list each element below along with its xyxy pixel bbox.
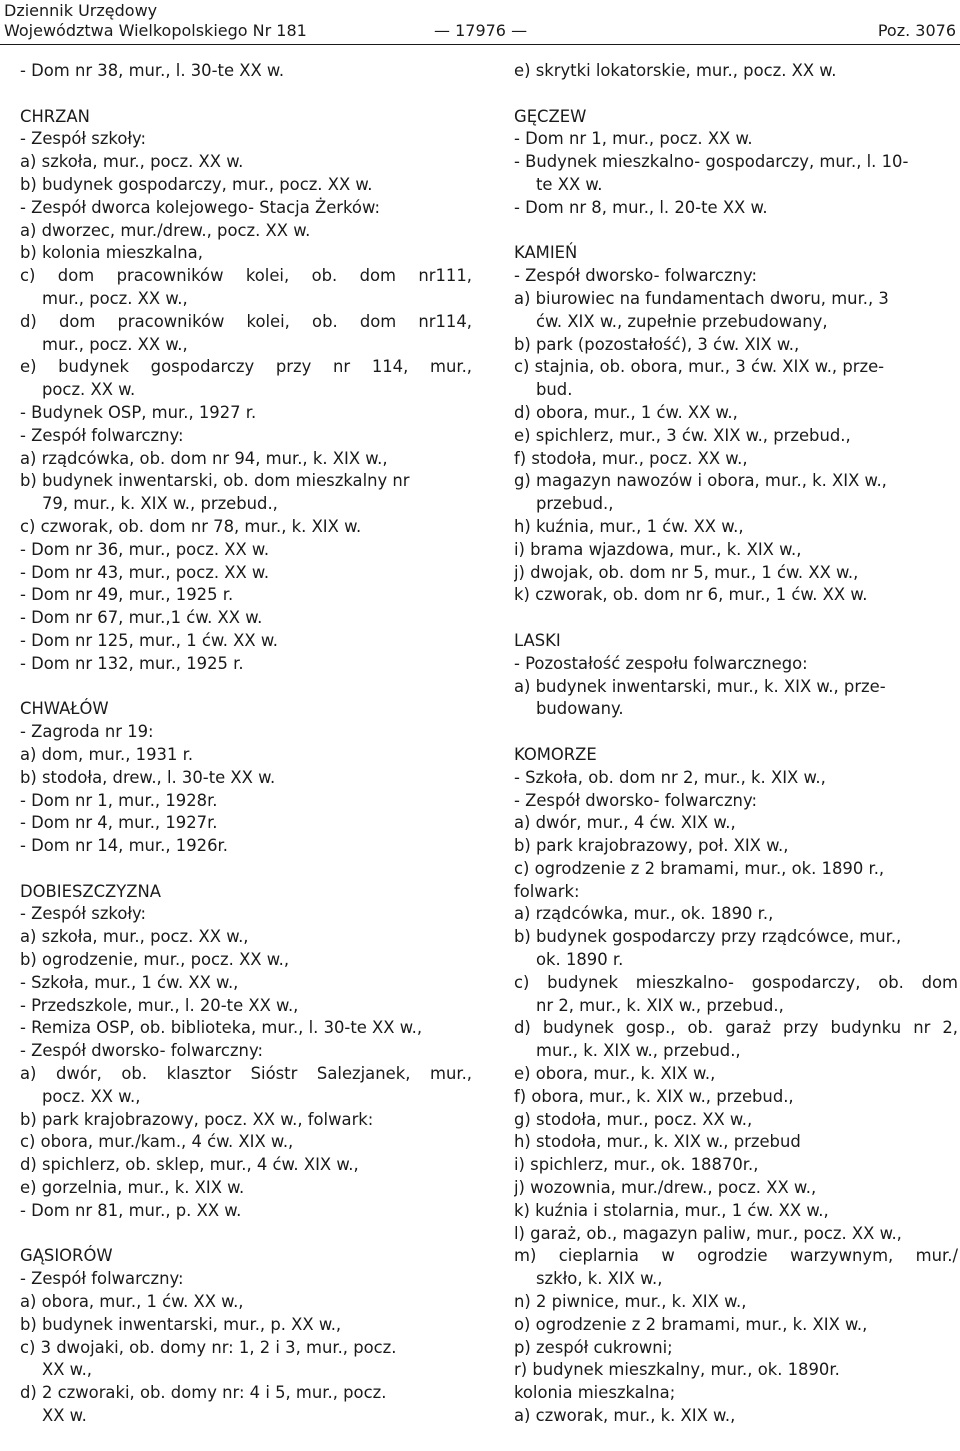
entry-line: b) budynek gospodarczy, mur., pocz. XX w.: [20, 174, 373, 194]
entry-line: d) obora, mur., 1 ćw. XX w.,: [514, 402, 738, 422]
entry-line: - Zespół szkoły:: [20, 904, 147, 924]
entry-line: - Dom nr 4, mur., 1927r.: [20, 813, 218, 833]
entry-line: e) obora, mur., k. XIX w.,: [514, 1064, 716, 1084]
entry-line: c) dom pracowników kolei, ob. dom nr111,: [20, 266, 472, 286]
entry-line: g) magazyn nawozów i obora, mur., k. XIX w.,: [514, 471, 887, 491]
entry-line: n) 2 piwnice, mur., k. XIX w.,: [514, 1292, 747, 1312]
entry-line: - Zespół szkoły:: [20, 129, 147, 149]
entry-line: b) park krajobrazowy, poł. XIX w.,: [514, 836, 789, 856]
locality-heading: DOBIESZCZYZNA: [20, 881, 161, 901]
entry-line: - Dom nr 38, mur., l. 30-te XX w.: [20, 61, 285, 80]
entry-line: - Dom nr 67, mur.,1 ćw. XX w.: [20, 608, 263, 628]
entry-line: o) ogrodzenie z 2 bramami, mur., k. XIX w.,: [514, 1314, 868, 1334]
entry-line: e) budynek gospodarczy przy nr 114, mur.,: [20, 357, 472, 377]
entry-line: - Dom nr 36, mur., pocz. XX w.: [20, 539, 270, 559]
entry-line: - Dom nr 14, mur., 1926r.: [20, 836, 228, 856]
entry-line: - Dom nr 1, mur., pocz. XX w.: [514, 129, 753, 149]
entry-line: - Zespół dworsko- folwarczny:: [20, 1041, 263, 1061]
entry-line: b) budynek inwentarski, mur., p. XX w.,: [20, 1314, 342, 1334]
entry-line: a) dwór, mur., 4 ćw. XIX w.,: [514, 813, 736, 833]
entry-line: kolonia mieszkalna;: [514, 1383, 676, 1403]
entry-line: f) stodoła, mur., pocz. XX w.,: [514, 448, 748, 468]
page-header: [0, 0, 960, 46]
entry-line: przebud.,: [536, 494, 614, 514]
entry-line: - Przedszkole, mur., l. 20-te XX w.,: [20, 995, 299, 1015]
locality-heading: CHRZAN: [20, 106, 90, 126]
entry-line: - Zespół dworsko- folwarczny:: [514, 266, 757, 286]
entry-line: - Zespół dworca kolejowego- Stacja Żerków:: [20, 197, 380, 217]
entry-line: - Zespół dworsko- folwarczny:: [514, 790, 757, 810]
entry-line: a) rządcówka, ob. dom nr 94, mur., k. XIX w.,: [20, 448, 388, 468]
entry-line: p) zespół cukrowni;: [514, 1337, 673, 1357]
entry-line: mur., pocz. XX w.,: [42, 334, 188, 354]
entry-line: budowany.: [536, 699, 624, 719]
entry-line: b) park (pozostałość), 3 ćw. XIX w.,: [514, 334, 800, 354]
entry-line: te XX w.: [536, 174, 603, 194]
entry-line: d) 2 czworaki, ob. domy nr: 4 i 5, mur., pocz.: [20, 1383, 387, 1403]
entry-line: 79, mur., k. XIX w., przebud.,: [42, 494, 278, 514]
entry-line: a) szkoła, mur., pocz. XX w.,: [20, 927, 249, 947]
header-rule: [0, 44, 960, 45]
entry-line: b) kolonia mieszkalna,: [20, 243, 203, 263]
entry-line: a) dom, mur., 1931 r.: [20, 744, 194, 764]
locality-heading: KOMORZE: [514, 744, 597, 764]
entry-line: k) czworak, ob. dom nr 6, mur., 1 ćw. XX w.: [514, 585, 868, 605]
entry-line: - Zespół folwarczny:: [20, 1269, 184, 1289]
entry-line: XX w.: [42, 1406, 87, 1426]
entry-line: c) budynek mieszkalno- gospodarczy, ob. dom: [514, 972, 958, 992]
entry-line: - Szkoła, mur., 1 ćw. XX w.,: [20, 972, 239, 992]
entry-line: folwark:: [514, 881, 580, 901]
right-column: [514, 60, 958, 1428]
entry-line: a) rządcówka, mur., ok. 1890 r.,: [514, 904, 774, 924]
entry-line: b) park krajobrazowy, pocz. XX w., folwark:: [20, 1109, 374, 1129]
entry-line: - Budynek mieszkalno- gospodarczy, mur., l. 10-: [514, 152, 909, 172]
entry-line: XX w.,: [42, 1360, 92, 1380]
entry-line: d) budynek gosp., ob. garaż przy budynku nr 2,: [514, 1018, 958, 1038]
entry-line: - Dom nr 81, mur., p. XX w.: [20, 1200, 242, 1220]
entry-line: a) czworak, mur., k. XIX w.,: [514, 1406, 736, 1426]
entry-line: - Zespół folwarczny:: [20, 425, 184, 445]
entry-line: - Dom nr 132, mur., 1925 r.: [20, 653, 244, 673]
entry-line: a) szkoła, mur., pocz. XX w.: [20, 152, 244, 172]
entry-line: - Szkoła, ob. dom nr 2, mur., k. XIX w.,: [514, 767, 826, 787]
entry-line: j) dwojak, ob. dom nr 5, mur., 1 ćw. XX w.,: [514, 562, 859, 582]
entry-line: nr 2, mur., k. XIX w., przebud.,: [536, 995, 784, 1015]
entry-line: c) 3 dwojaki, ob. domy nr: 1, 2 i 3, mur., pocz.: [20, 1337, 397, 1357]
entry-line: a) budynek inwentarski, mur., k. XIX w., prze-: [514, 676, 886, 696]
entry-line: - Zagroda nr 19:: [20, 722, 154, 742]
entry-line: f) obora, mur., k. XIX w., przebud.,: [514, 1086, 794, 1106]
entry-line: - Budynek OSP, mur., 1927 r.: [20, 402, 257, 422]
entry-line: szkło, k. XIX w.,: [536, 1269, 663, 1289]
entry-line: - Remiza OSP, ob. biblioteka, mur., l. 30-te XX w.,: [20, 1018, 423, 1038]
entry-line: - Dom nr 49, mur., 1925 r.: [20, 585, 234, 605]
entry-line: a) dworzec, mur./drew., pocz. XX w.: [20, 220, 311, 240]
entry-line: d) spichlerz, ob. sklep, mur., 4 ćw. XIX w.,: [20, 1155, 359, 1175]
entry-line: b) stodoła, drew., l. 30-te XX w.: [20, 767, 276, 787]
entry-line: ćw. XIX w., zupełnie przebudowany,: [536, 311, 828, 331]
locality-heading: GĄSIORÓW: [20, 1246, 113, 1266]
entry-line: pocz. XX w.,: [42, 1086, 141, 1106]
locality-heading: CHWAŁÓW: [20, 699, 109, 719]
entry-line: a) obora, mur., 1 ćw. XX w.,: [20, 1292, 244, 1312]
entry-line: g) stodoła, mur., pocz. XX w.,: [514, 1109, 753, 1129]
entry-line: c) obora, mur./kam., 4 ćw. XIX w.,: [20, 1132, 294, 1152]
locality-heading: GĘCZEW: [514, 106, 587, 126]
entry-line: pocz. XX w.: [42, 380, 136, 400]
locality-heading: LASKI: [514, 630, 561, 650]
entry-line: l) garaż, ob., magazyn paliw, mur., pocz. XX w.,: [514, 1223, 902, 1243]
entry-line: mur., pocz. XX w.,: [42, 288, 188, 308]
entry-line: - Dom nr 1, mur., 1928r.: [20, 790, 218, 810]
entry-line: r) budynek mieszkalny, mur., ok. 1890r.: [514, 1360, 840, 1380]
entry-line: i) spichlerz, mur., ok. 18870r.,: [514, 1155, 759, 1175]
entry-line: a) dwór, ob. klasztor Sióstr Salezjanek, mur.,: [20, 1064, 472, 1084]
entry-line: e) gorzelnia, mur., k. XIX w.: [20, 1178, 245, 1198]
locality-heading: KAMIEŃ: [514, 243, 578, 263]
entry-line: h) kuźnia, mur., 1 ćw. XX w.,: [514, 516, 744, 536]
entry-line: a) biurowiec na fundamentach dworu, mur., 3: [514, 288, 889, 308]
entry-line: c) stajnia, ob. obora, mur., 3 ćw. XIX w., prze-: [514, 357, 885, 377]
entry-line: e) skrytki lokatorskie, mur., pocz. XX w.: [514, 61, 837, 80]
entry-line: h) stodoła, mur., k. XIX w., przebud: [514, 1132, 801, 1152]
left-column: [20, 60, 472, 1428]
entry-line: - Dom nr 8, mur., l. 20-te XX w.: [514, 197, 768, 217]
page-number: — 17976 —: [434, 21, 528, 40]
entry-line: c) czworak, ob. dom nr 78, mur., k. XIX w.: [20, 516, 362, 536]
entry-line: - Pozostałość zespołu folwarcznego:: [514, 653, 808, 673]
entry-line: d) dom pracowników kolei, ob. dom nr114,: [20, 311, 472, 331]
entry-line: b) ogrodzenie, mur., pocz. XX w.,: [20, 950, 290, 970]
position-number: Poz. 3076: [877, 21, 956, 40]
entry-line: b) budynek inwentarski, ob. dom mieszkalny nr: [20, 471, 410, 491]
entry-line: k) kuźnia i stolarnia, mur., 1 ćw. XX w.,: [514, 1200, 829, 1220]
entry-line: ok. 1890 r.: [536, 950, 624, 970]
entry-line: - Dom nr 125, mur., 1 ćw. XX w.: [20, 630, 278, 650]
journal-subtitle: Województwa Wielkopolskiego Nr 181: [4, 21, 307, 40]
entry-line: m) cieplarnia w ogrodzie warzywnym, mur./: [514, 1246, 958, 1266]
entry-line: c) ogrodzenie z 2 bramami, mur., ok. 1890 r.,: [514, 858, 885, 878]
entry-line: - Dom nr 43, mur., pocz. XX w.: [20, 562, 270, 582]
entry-line: mur., k. XIX w., przebud.,: [536, 1041, 741, 1061]
entry-line: j) wozownia, mur./drew., pocz. XX w.,: [514, 1178, 817, 1198]
journal-title: Dziennik Urzędowy: [4, 1, 158, 20]
entry-line: bud.: [536, 380, 573, 400]
entry-line: b) budynek gospodarczy przy rządcówce, mur.,: [514, 927, 902, 947]
entry-line: i) brama wjazdowa, mur., k. XIX w.,: [514, 539, 802, 559]
entry-line: e) spichlerz, mur., 3 ćw. XIX w., przebud.,: [514, 425, 851, 445]
